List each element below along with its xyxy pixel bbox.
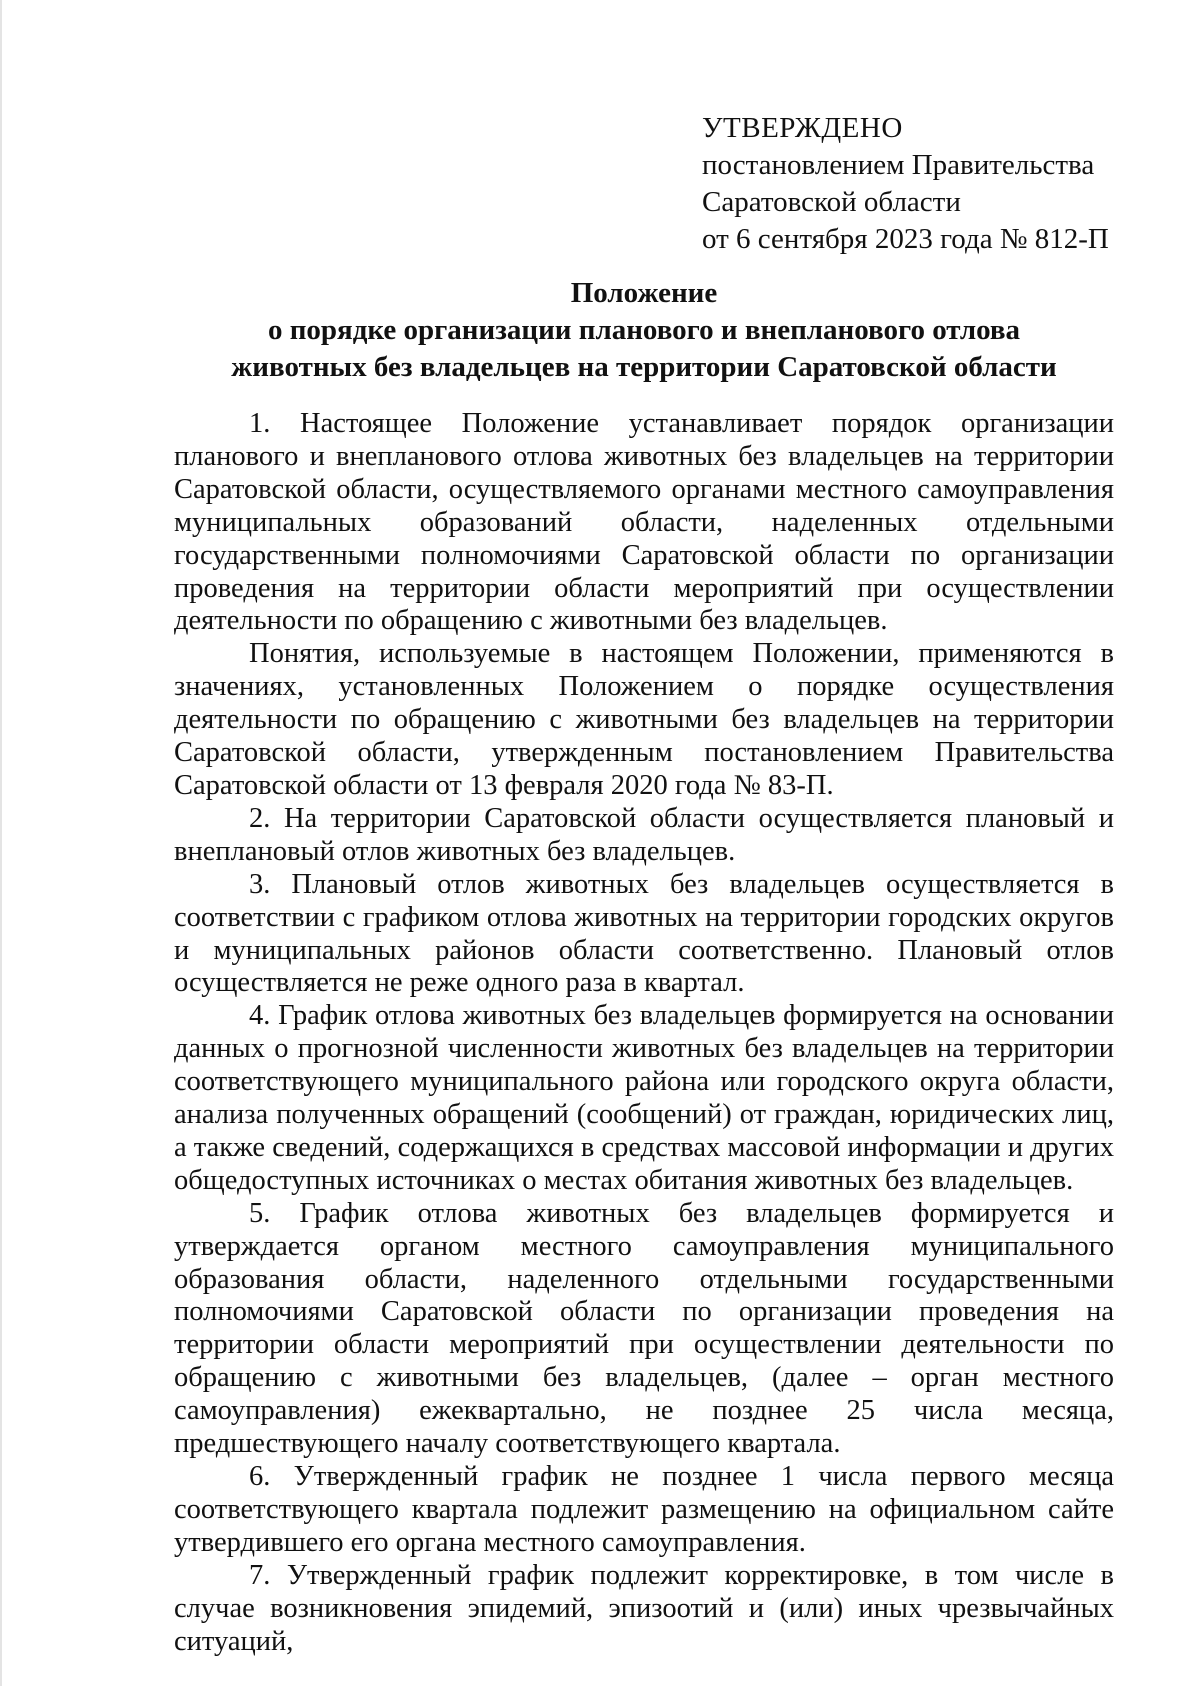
- paragraph-6: 6. Утвержденный график не позднее 1 числа первого месяца соответствующего квартала подлежит размещению на официальном сайте утвердившего его органа местного самоуправления.: [174, 1461, 1114, 1558]
- heading-subtitle-2: животных без владельцев на территории Саратовской области: [231, 351, 1057, 383]
- paragraph-4: 4. График отлова животных без владельцев формируется на основании данных о прогнозной численности животных без владельцев на территории соответствующего муниципального района или городского округа области, анализа полученных обращений (сообщений) от граждан, юридических лиц, а также сведений, содержащихся в средствах массовой информации и других общедоступных источниках о местах обитания животных без владельцев.: [174, 1000, 1114, 1196]
- paragraph-5: 5. График отлова животных без владельцев формируется и утверждается органом местного самоуправления муниципального образования области, наделенного отдельными государственными полномочиями Саратовской области по организации проведения на территории области мероприятий при осуществлении деятельности по обращению с животными без владельцев, (далее – орган местного самоуправления) ежеквартально, не позднее 25 числа месяца, предшествующего началу соответствующего квартала.: [174, 1197, 1114, 1460]
- paragraph-definitions: Понятия, используемые в настоящем Положении, применяются в значениях, установленных Положением о порядке осуществления деятельности по обращению с животными без владельцев на территории Саратовской области, утвержденным постановлением Правительства Саратовской области от 13 февраля 2020 года № 83-П.: [174, 638, 1114, 801]
- heading-subtitle-1: о порядке организации планового и внепланового отлова: [267, 314, 1021, 346]
- approval-stamp-block: [702, 110, 1162, 258]
- paragraph-2: 2. На территории Саратовской области осуществляется плановый и внеплановый отлов животных без владельцев.: [174, 802, 1114, 867]
- paragraph-1: 1. Настоящее Положение устанавливает порядок организации планового и внепланового отлова животных без владельцев на территории Саратовской области, осуществляемого органами местного самоуправления муниципальных образований области, наделенных отдельными государственными полномочиями Саратовской области по организации проведения на территории области мероприятий при осуществлении деятельности по обращению с животными без владельцев.: [174, 408, 1114, 637]
- document-body: [174, 408, 1114, 1658]
- approval-title: УТВЕРЖДЕНО: [702, 112, 903, 144]
- paragraph-7: 7. Утвержденный график подлежит корректировке, в том числе в случае возникновения эпидемий, эпизоотий и (или) иных чрезвычайных ситуаций,: [174, 1559, 1114, 1657]
- heading-title: Положение: [570, 277, 718, 309]
- approval-line-2: Саратовской области: [702, 186, 961, 218]
- approval-line-3: от 6 сентября 2023 года № 812-П: [702, 223, 1109, 255]
- approval-line-1: постановлением Правительства: [702, 149, 1095, 181]
- document-heading: [174, 275, 1114, 386]
- paragraph-3: 3. Плановый отлов животных без владельцев осуществляется в соответствии с графиком отлова животных на территории городских округов и муниципальных районов области соответственно. Плановый отлов осуществляется не реже одного раза в квартал.: [174, 868, 1114, 999]
